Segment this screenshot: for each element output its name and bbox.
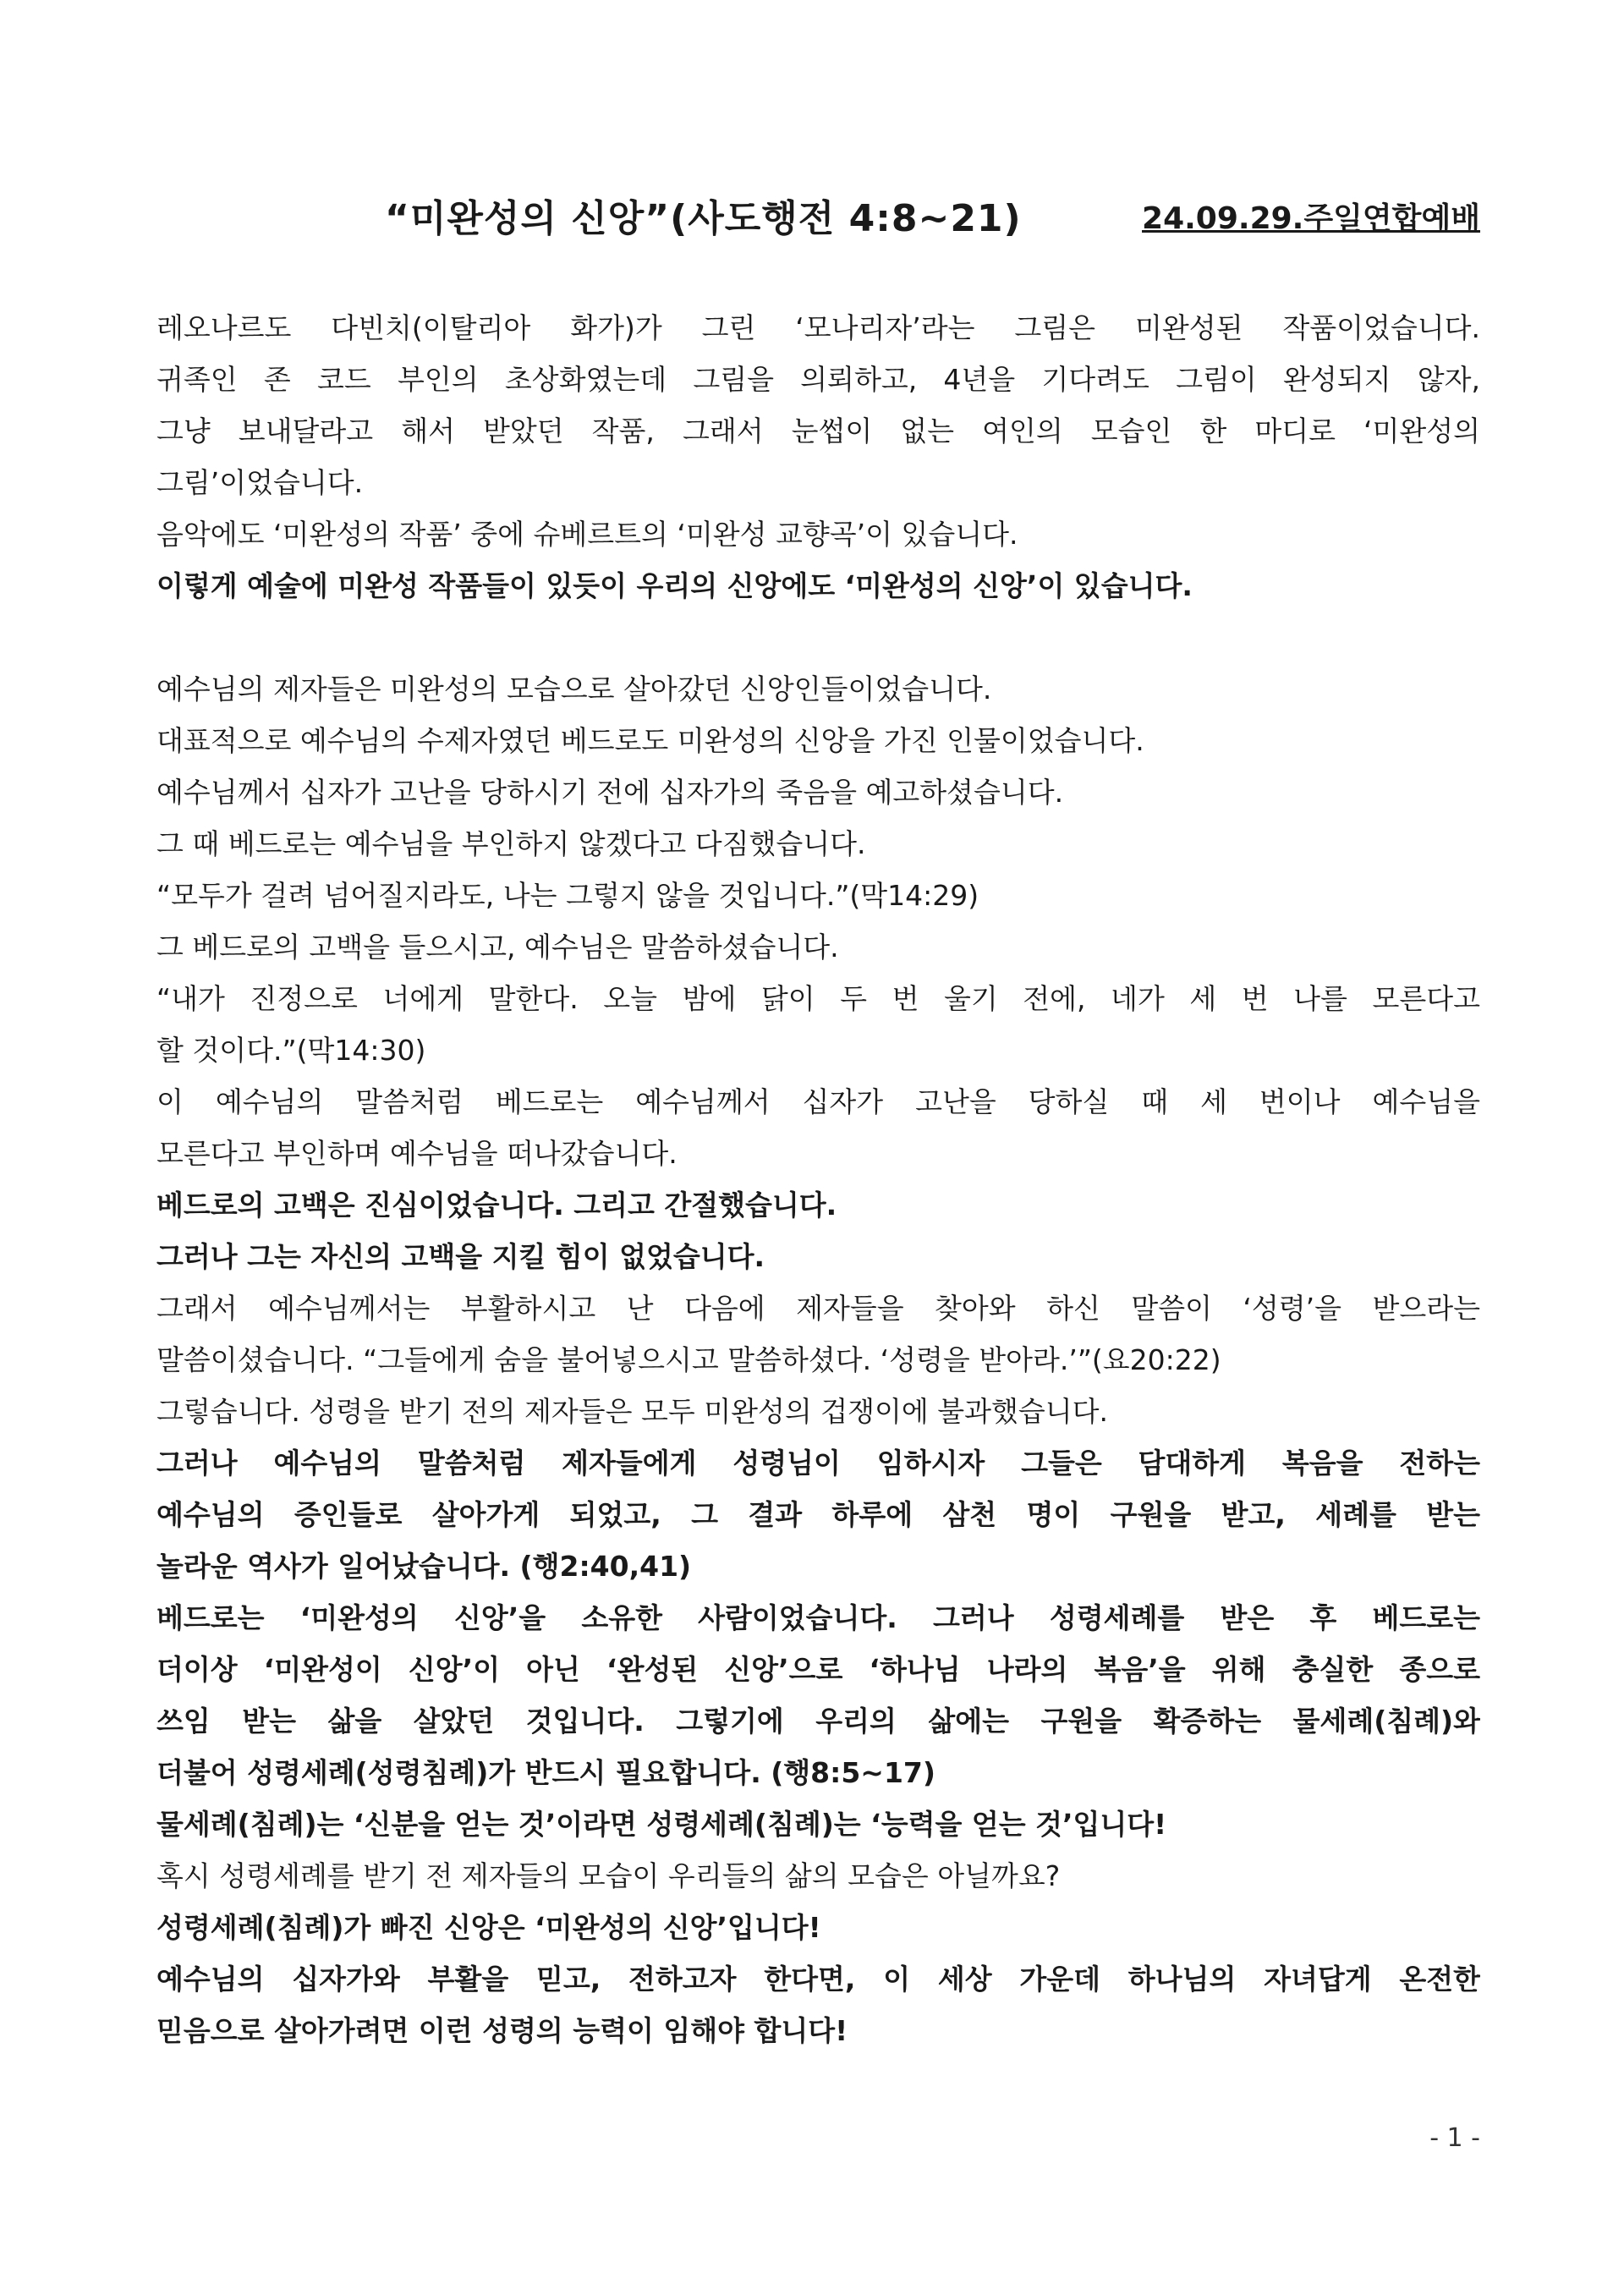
document-header <box>156 188 1480 255</box>
body-line: 예수님의 제자들은 미완성의 모습으로 살아갔던 신앙인들이었습니다. <box>156 673 992 706</box>
body-line: 이 예수님의 말씀처럼 베드로는 예수님께서 십자가 고난을 당하실 때 세 번이나 예수님을 <box>156 1085 1480 1118</box>
page-number: - 1 - <box>1429 2123 1480 2153</box>
body-line: “모두가 걸려 넘어질지라도, 나는 그렇지 않을 것입니다.”(막14:29) <box>156 879 979 912</box>
body-line-emphasis: 성령세례(침례)가 빠진 신앙은 ‘미완성의 신앙’입니다! <box>156 1911 821 1944</box>
body-line: 귀족인 존 코드 부인의 초상화였는데 그림을 의뢰하고, 4년을 기다려도 그림이 완성되지 않자, <box>156 363 1480 396</box>
body-line-emphasis: 베드로는 ‘미완성의 신앙’을 소유한 사람이었습니다. 그러나 성령세례를 받은 후 베드로는 <box>156 1601 1480 1634</box>
body-line: 모른다고 부인하며 예수님을 떠나갔습니다. <box>156 1137 678 1170</box>
body-line: 그림’이었습니다. <box>156 466 364 499</box>
paragraph-spacer <box>156 612 1480 663</box>
body-line: 예수님께서 십자가 고난을 당하시기 전에 십자가의 죽음을 예고하셨습니다. <box>156 776 1064 809</box>
body-line-emphasis: 그러나 그는 자신의 고백을 지킬 힘이 없었습니다. <box>156 1240 765 1273</box>
body-line: 그냥 보내달라고 해서 받았던 작품, 그래서 눈썹이 없는 여인의 모습인 한 마디로 ‘미완성의 <box>156 415 1480 447</box>
body-line: 그 베드로의 고백을 들으시고, 예수님은 말씀하셨습니다. <box>156 931 839 964</box>
sermon-body <box>156 302 1480 2056</box>
body-line: 음악에도 ‘미완성의 작품’ 중에 슈베르트의 ‘미완성 교향곡’이 있습니다. <box>156 518 1018 551</box>
sermon-date: 24.09.29.주일연합예배 <box>1142 201 1480 236</box>
body-line-emphasis: 놀라운 역사가 일어났습니다. (행2:40,41) <box>156 1550 692 1583</box>
body-line: 혹시 성령세례를 받기 전 제자들의 모습이 우리들의 삶의 모습은 아닐까요? <box>156 1859 1061 1892</box>
body-line-emphasis: 믿음으로 살아가려면 이런 성령의 능력이 임해야 합니다! <box>156 2014 848 2047</box>
body-line-emphasis: 베드로의 고백은 진심이었습니다. 그리고 간절했습니다. <box>156 1189 837 1222</box>
body-line-emphasis: 이렇게 예술에 미완성 작품들이 있듯이 우리의 신앙에도 ‘미완성의 신앙’이 있습니다. <box>156 569 1193 602</box>
body-line-emphasis: 쓰임 받는 삶을 살았던 것입니다. 그렇기에 우리의 삶에는 구원을 확증하는 물세례(침례)와 <box>156 1705 1480 1738</box>
sermon-title: “미완성의 신앙”(사도행전 4:8~21) <box>385 197 1022 240</box>
body-line-emphasis: 더이상 ‘미완성이 신앙’이 아닌 ‘완성된 신앙’으로 ‘하나님 나라의 복음’을 위해 충실한 종으로 <box>156 1653 1480 1686</box>
body-line: 대표적으로 예수님의 수제자였던 베드로도 미완성의 신앙을 가진 인물이었습니다. <box>156 724 1144 757</box>
body-line: 그 때 베드로는 예수님을 부인하지 않겠다고 다짐했습니다. <box>156 827 866 860</box>
body-line: 말씀이셨습니다. “그들에게 숨을 불어넣으시고 말씀하셨다. ‘성령을 받아라.’”(요20:22) <box>156 1343 1221 1376</box>
body-line: 그렇습니다. 성령을 받기 전의 제자들은 모두 미완성의 겁쟁이에 불과했습니다. <box>156 1395 1108 1428</box>
body-line: 그래서 예수님께서는 부활하시고 난 다음에 제자들을 찾아와 하신 말씀이 ‘성령’을 받으라는 <box>156 1292 1480 1325</box>
body-line-emphasis: 물세례(침례)는 ‘신분을 얻는 것’이라면 성령세례(침례)는 ‘능력을 얻는 것’입니다! <box>156 1808 1167 1841</box>
body-line-emphasis: 더불어 성령세례(성령침례)가 반드시 필요합니다. (행8:5~17) <box>156 1756 935 1789</box>
body-line: 할 것이다.”(막14:30) <box>156 1034 426 1067</box>
body-line-emphasis: 그러나 예수님의 말씀처럼 제자들에게 성령님이 임하시자 그들은 담대하게 복음을 전하는 <box>156 1447 1480 1480</box>
body-line-emphasis: 예수님의 십자가와 부활을 믿고, 전하고자 한다면, 이 세상 가운데 하나님의 자녀답게 온전한 <box>156 1963 1480 1996</box>
body-line: 레오나르도 다빈치(이탈리아 화가)가 그린 ‘모나리자’라는 그림은 미완성된 작품이었습니다. <box>156 311 1480 344</box>
body-line-emphasis: 예수님의 증인들로 살아가게 되었고, 그 결과 하루에 삼천 명이 구원을 받고, 세례를 받는 <box>156 1498 1480 1531</box>
body-line: “내가 진정으로 너에게 말한다. 오늘 밤에 닭이 두 번 울기 전에, 네가 세 번 나를 모른다고 <box>156 982 1480 1015</box>
